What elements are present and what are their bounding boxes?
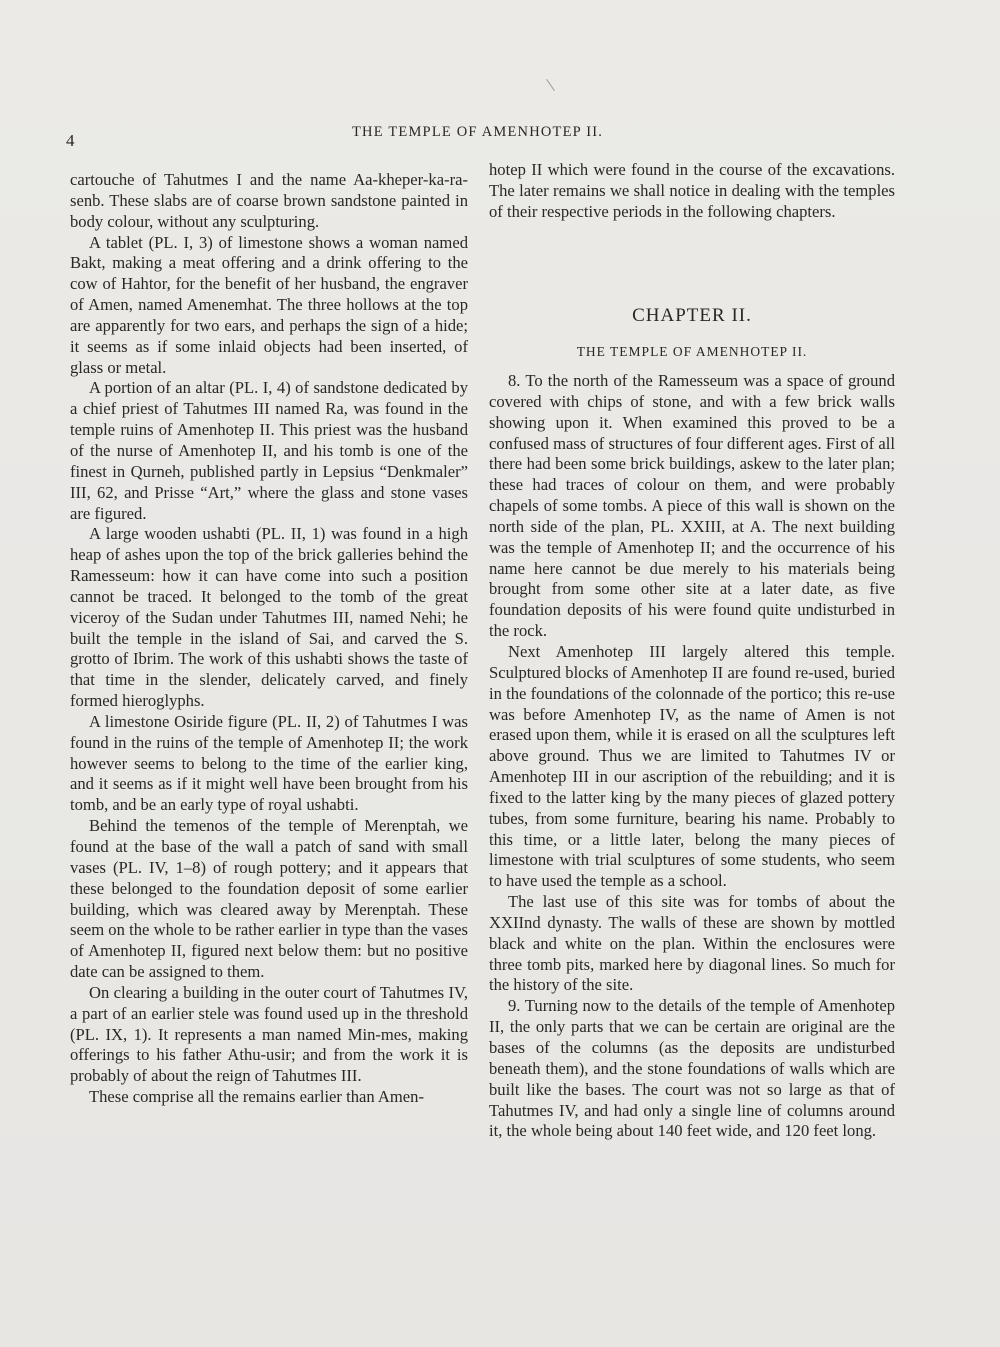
- paragraph: A tablet (PL. I, 3) of limestone shows a woman named Bakt, making a meat offering and a drink offering to the cow of Hahtor, for the benefit of her husband, the engraver of Amen, named Amenemhat. The three hollows at the top are apparently for two ears, and perhaps the sign of a hide; it seems as if some inlaid objects had been inserted, of glass or metal.: [70, 232, 468, 377]
- paragraph: A large wooden ushabti (PL. II, 1) was found in a high heap of ashes upon the top of the brick galleries behind the Ramesseum: how it can have come into such a position cannot be traced. It belonged to the tomb of the great viceroy of the Sudan under Tahutmes III, named Nehi; he built the temple in the island of Sai, and carved the S. grotto of Ibrim. The work of this ushabti shows the taste of that time in the slender, delicately carved, and finely formed hieroglyphs.: [70, 524, 468, 711]
- paragraph: Next Amenhotep III largely altered this temple. Sculptured blocks of Amenhotep II are found re-used, buried in the foundations of the colonnade of the portico; this re-use was before Amenhotep IV, as the name of Amen is not erased upon them, while it is erased on all the sculptures left above ground. Thus we are limited to Tahutmes IV or Amenhotep III in our ascription of the rebuilding; and it is fixed to the latter king by the many pieces of glazed pottery tubes, from some furniture, bearing his name. Probably to this time, or a little later, belong the many pieces of limestone with trial sculptures of some students, who seem to have used the temple as a school.: [489, 641, 895, 891]
- right-column-body: [489, 371, 895, 1142]
- paragraph: 9. Turning now to the details of the temple of Amenhotep II, the only parts that we can be certain are original are the bases of the columns (as the deposits are undisturbed beneath them), and the stone foundations of walls which are built like the bases. The court was not so large as that of Tahutmes IV, and had only a single line of columns around it, the whole being about 140 feet wide, and 120 feet long.: [489, 996, 895, 1141]
- right-column-intro: [489, 160, 895, 223]
- paragraph: 8. To the north of the Ramesseum was a space of ground covered with chips of stone, and with a few brick walls showing upon it. When examined this proved to be a confused mass of structures of four different ages. First of all there had been some brick buildings, askew to the later plan; these had traces of colour on them, and were probably chapels of some tombs. A piece of this wall is shown on the north side of the plan, PL. XXIII, at A. The next building was the temple of Amenhotep II; and the occurrence of his name here cannot be due merely to his materials being brought from some other site at a later date, as five foundation deposits of his were found quite undisturbed in the rock.: [489, 371, 895, 641]
- paragraph: Behind the temenos of the temple of Merenptah, we found at the base of the wall a patch of sand with small vases (PL. IV, 1–8) of rough pottery; and it appears that these belonged to the foundation deposit of some earlier building, which was cleared away by Merenptah. These seem on the whole to be rather earlier in type than the vases of Amenhotep II, figured next below them: but no positive date can be assigned to them.: [70, 816, 468, 982]
- left-column: [70, 170, 468, 1108]
- pencil-mark: [546, 79, 555, 91]
- paragraph: These comprise all the remains earlier than Amen-: [89, 1087, 424, 1107]
- paragraph: A portion of an altar (PL. I, 4) of sandstone dedicated by a chief priest of Tahutmes III named Ra, was found in the temple ruins of Amenhotep II. This priest was the husband of the nurse of Amenhotep II, and his tomb is one of the finest in Qurneh, published partly in Lepsius “Denkmaler” III, 62, and Prisse “Art,” where the glass and stone vases are figured.: [70, 378, 468, 523]
- paragraph: cartouche of Tahutmes I and the name Aa-kheper-ka-ra-senb. These slabs are of coarse brown sandstone painted in body colour, without any sculpturing.: [70, 170, 468, 231]
- paragraph: A limestone Osiride figure (PL. II, 2) of Tahutmes I was found in the ruins of the temple of Amenhotep II; the work however seems to belong to the time of the earlier king, and it seems as if it might well have been brought from his tomb, and be an early type of royal ushabti.: [70, 711, 468, 815]
- running-title: THE TEMPLE OF AMENHOTEP II.: [352, 124, 604, 140]
- paragraph: On clearing a building in the outer court of Tahutmes IV, a part of an earlier stele was found used up in the threshold (PL. IX, 1). It represents a man named Min-mes, making offerings to his father Athu-usir; and from the work it is probably of about the reign of Tahutmes III.: [70, 982, 468, 1086]
- chapter-subtitle: THE TEMPLE OF AMENHOTEP II.: [576, 344, 808, 359]
- paragraph: The last use of this site was for tombs of about the XXIInd dynasty. The walls of these are shown by mottled black and white on the plan. Within the enclosures were three tomb pits, marked here by diagonal lines. So much for the history of the site.: [489, 892, 895, 995]
- paragraph: hotep II which were found in the course of the excavations. The later remains we shall notice in dealing with the temples of their respective periods in the following chapters.: [489, 160, 895, 221]
- page-number: 4: [66, 131, 75, 150]
- chapter-title: CHAPTER II.: [632, 305, 752, 326]
